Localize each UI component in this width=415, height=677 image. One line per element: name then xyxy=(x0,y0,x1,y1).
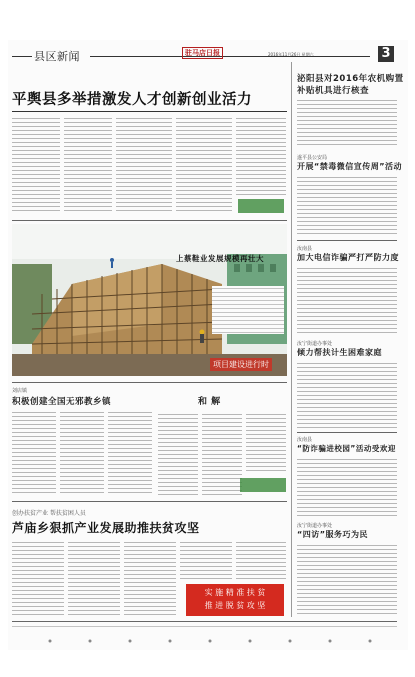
story2-title: 开展“禁毒微信宣传周”活动 xyxy=(297,162,403,171)
bottom-headline: 芦庙乡狠抓产业发展助推扶贫攻坚 xyxy=(12,521,200,535)
lead-col-5 xyxy=(236,116,286,196)
banner-line-2: 推 进 脱 贫 攻 坚 xyxy=(204,601,266,610)
essay-col-3 xyxy=(246,412,286,472)
story3-title: 加大电信诈骗严打严防力度 xyxy=(297,253,399,262)
story5-kicker: 汝南县 xyxy=(297,437,313,443)
essay-col-1 xyxy=(158,412,198,496)
essay-title: 和 解 xyxy=(198,397,221,407)
footer-rule xyxy=(12,621,397,622)
essay-col-2 xyxy=(202,412,242,496)
bottom-col-2 xyxy=(68,540,120,616)
bottom-col-4 xyxy=(180,540,232,580)
story4-kicker: 汝宁街道办事处 xyxy=(297,341,333,347)
mid-left-col-1 xyxy=(12,410,56,496)
mid-left-kicker: 刘店镇 xyxy=(12,388,28,394)
project-badge: 项目建设进行时 xyxy=(210,358,272,371)
green-stamp-2 xyxy=(240,478,286,492)
bottom-kicker: 创办扶贫产业 帮扶贫困人员 xyxy=(12,510,86,517)
binding-holes-art xyxy=(40,639,380,643)
bottom-col-5 xyxy=(236,540,286,580)
story3-body xyxy=(297,266,397,334)
header-rule xyxy=(12,56,32,57)
lead-col-3 xyxy=(116,116,172,214)
story5-body xyxy=(297,457,397,517)
poverty-banner xyxy=(186,584,284,616)
green-stamp xyxy=(238,199,284,213)
section-title: 县区新闻 xyxy=(34,50,80,63)
lead-headline: 平舆县多举措激发人才创新创业活力 xyxy=(12,92,252,108)
story1-title-line1: 泌阳县对2016年农机购置 xyxy=(297,74,404,84)
paper-logo: 驻马店日报 xyxy=(182,47,223,59)
photo-top-rule xyxy=(12,220,287,221)
story2-body xyxy=(297,175,397,237)
mid-left-col-3 xyxy=(108,410,152,496)
story4-body xyxy=(297,361,397,429)
story4-title: 倾力帮扶计生困难家庭 xyxy=(297,348,382,357)
bottom-rule xyxy=(12,501,287,502)
lead-col-2 xyxy=(64,116,112,214)
photo-caption-title: 上蔡鞋业发展规模再壮大 xyxy=(176,254,264,263)
lead-rule xyxy=(12,111,287,112)
lead-col-1 xyxy=(12,116,60,214)
bottom-col-3 xyxy=(124,540,176,616)
bottom-col-1 xyxy=(12,540,64,616)
page-number: 3 xyxy=(378,46,394,62)
mid-left-title: 积极创建全国无邪教乡镇 xyxy=(12,397,112,407)
story5-title: “防诈骗进校园”活动受欢迎 xyxy=(297,444,396,453)
story1-title-line2: 补贴机具进行核查 xyxy=(297,86,370,96)
story3-kicker: 汝南县 xyxy=(297,246,313,252)
story1-body xyxy=(297,98,397,148)
story2-rule xyxy=(297,240,397,241)
story6-body xyxy=(297,543,397,615)
story6-kicker: 汝宁街道办事处 xyxy=(297,523,333,529)
story4-rule xyxy=(297,432,397,433)
story2-kicker: 遂平县公安局 xyxy=(297,155,328,161)
banner-line-1: 实 施 精 准 扶 贫 xyxy=(204,588,266,597)
right-column-divider xyxy=(291,62,292,617)
mid-left-col-2 xyxy=(60,410,104,496)
date-line: 2016年11月26日 星期六 xyxy=(268,52,314,57)
lead-col-4 xyxy=(176,116,232,214)
photo-caption-text xyxy=(212,286,284,334)
binding-holes xyxy=(40,628,380,632)
mid-rule xyxy=(12,382,287,383)
story6-title: “四访”服务巧为民 xyxy=(297,530,369,539)
header-rule-2 xyxy=(90,56,370,57)
